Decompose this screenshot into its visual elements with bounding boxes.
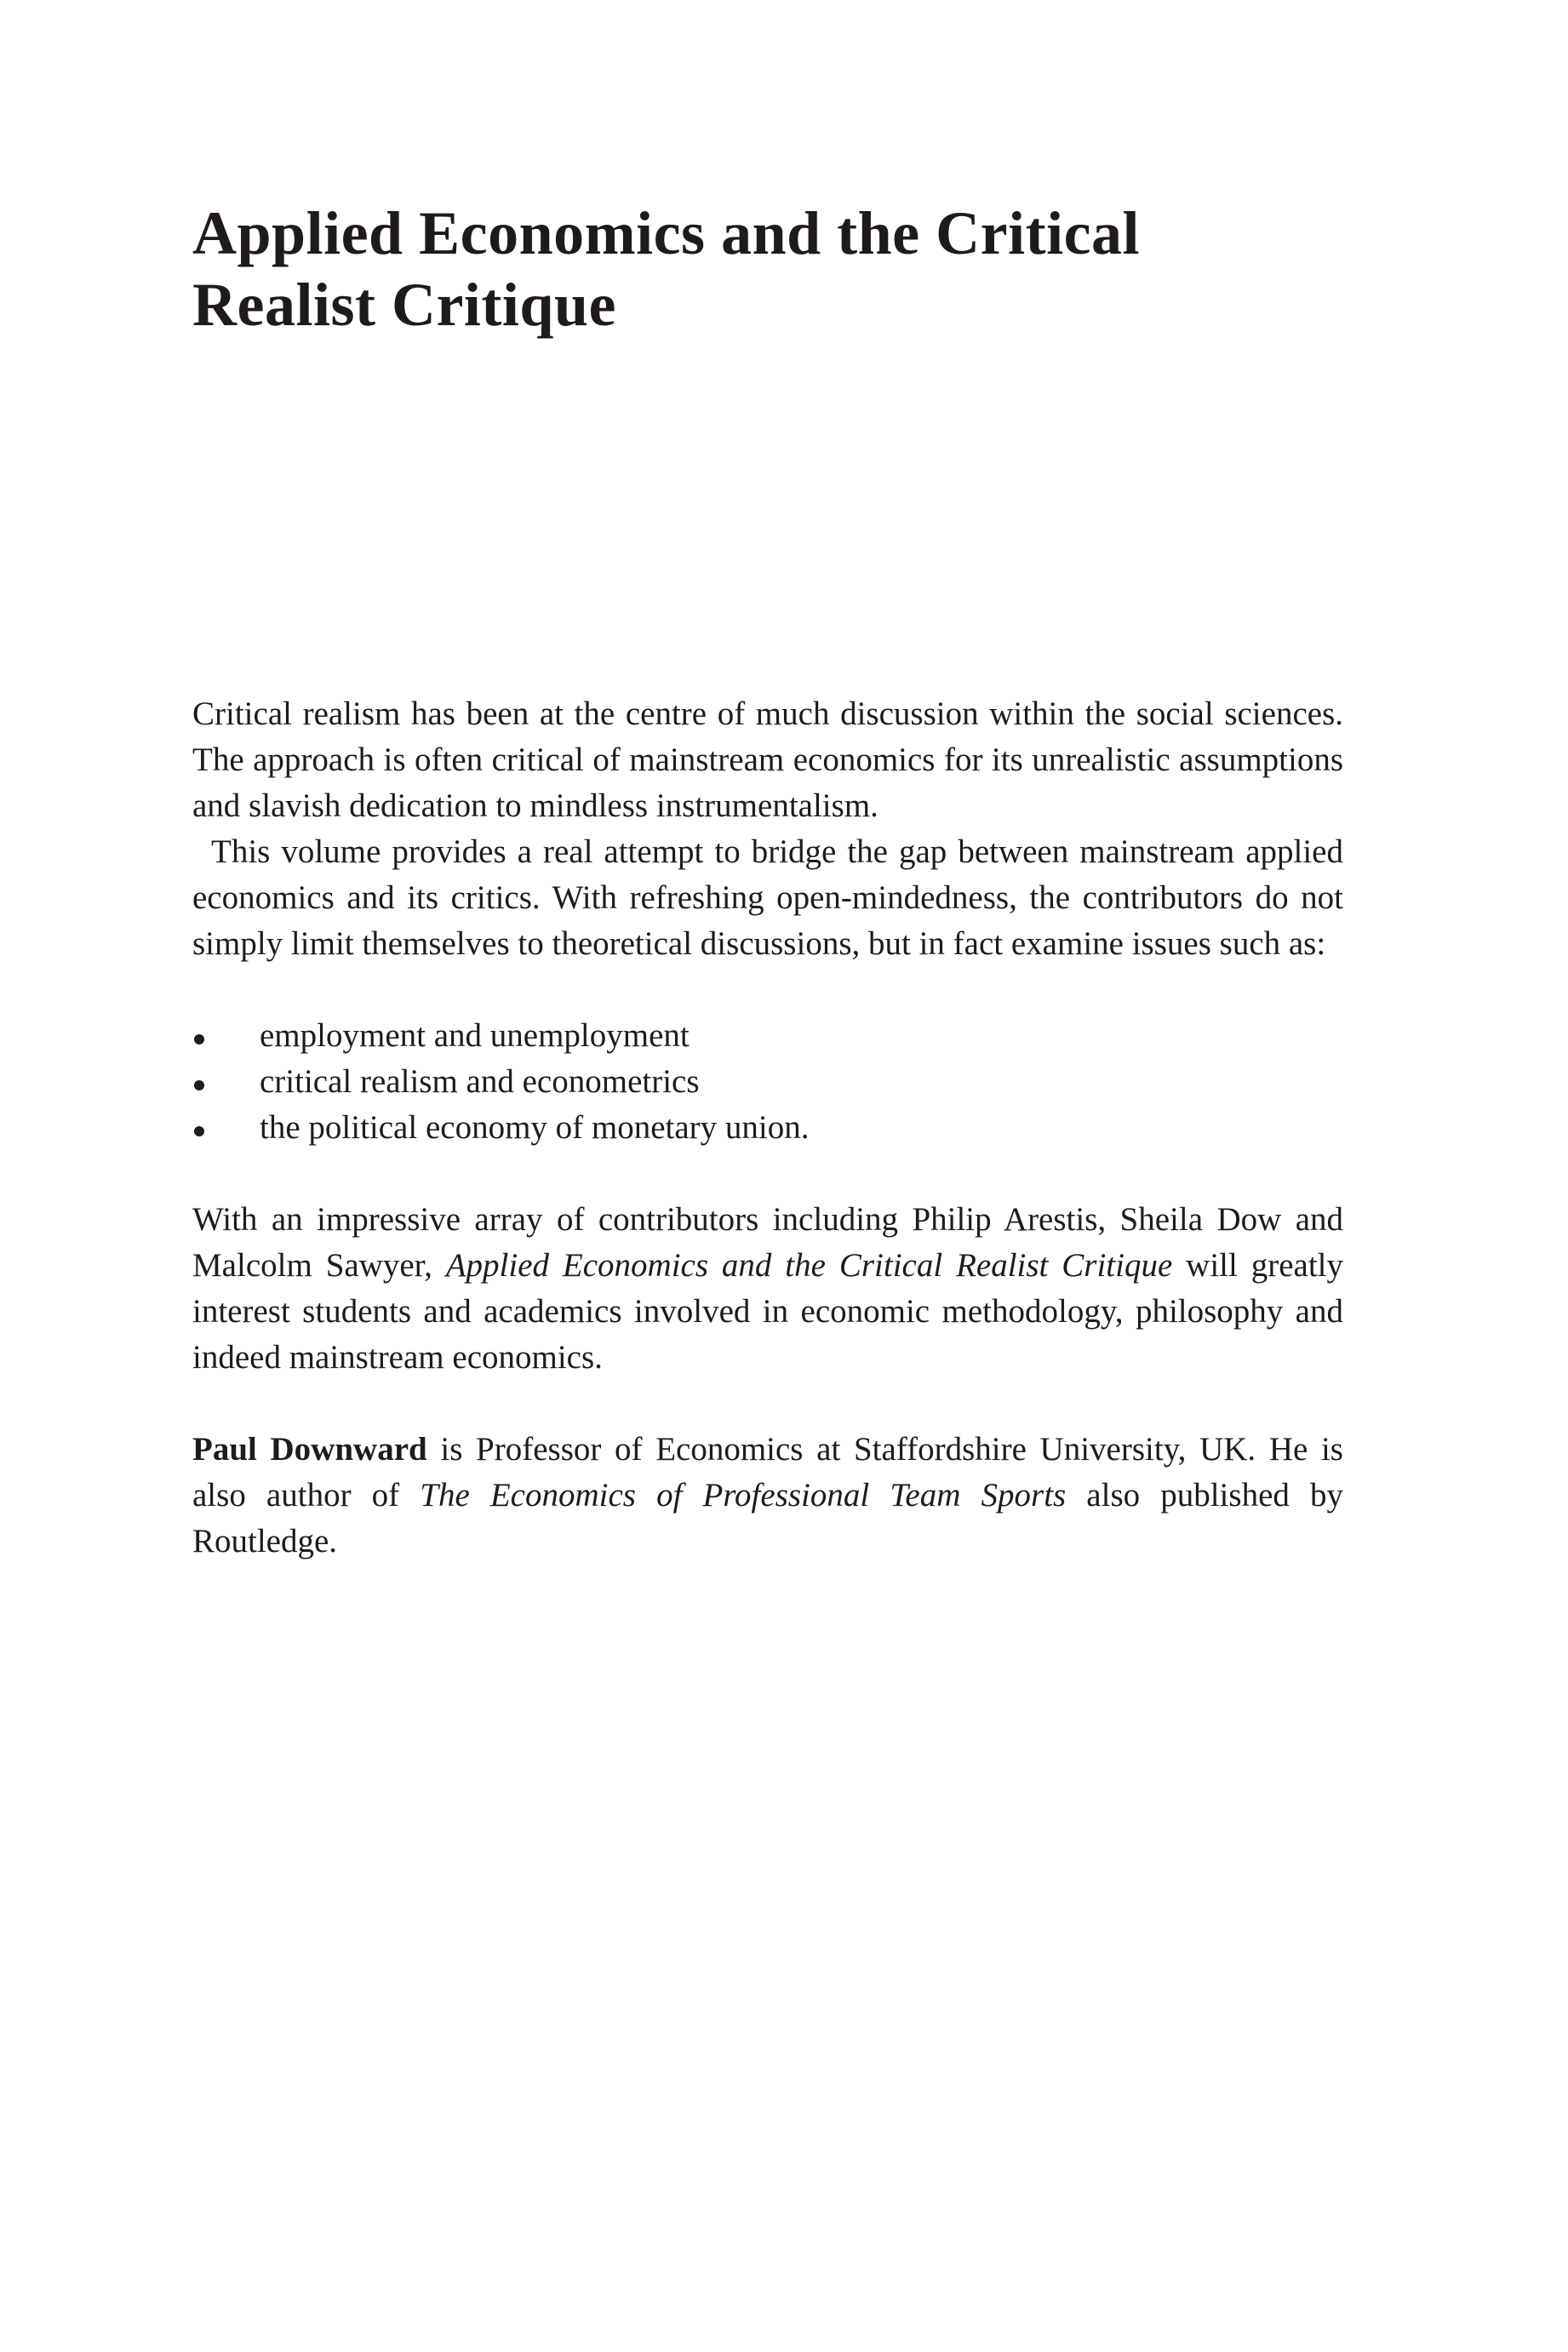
paragraph-intro: Critical realism has been at the centre of much discussion within the social sciences. The approach is often critical of mainstream economics for its unrealistic assumptions and slavish dedication to mindless instrumentalism.: [192, 695, 1343, 824]
contributors-text-2: will greatly interest students and academics involved in economic methodology, philosophy and indeed mainstream economics.: [192, 1247, 1343, 1376]
list-item: [192, 1105, 1343, 1151]
list-item-text: the political economy of monetary union.: [260, 1109, 810, 1146]
author-name-bold: Paul Downward: [192, 1431, 427, 1468]
bullet-icon: [194, 1080, 204, 1090]
paragraph-volume: This volume provides a real attempt to bridge the gap between mainstream applied economics and its critics. With refreshing open-mindedness, the contributors do not simply limit themselves to theoretical discussions, but in fact examine issues such as:: [192, 833, 1343, 962]
list-item: [192, 1013, 1343, 1059]
title-line-2: Realist Critique: [192, 271, 616, 339]
topic-list: [192, 1013, 1343, 1151]
title-line-1: Applied Economics and the Critical: [192, 199, 1141, 267]
page-title: [192, 197, 1343, 340]
book-title-italic: Applied Economics and the Critical Realist Critique: [445, 1247, 1173, 1284]
author-text-2: also published by Routledge.: [192, 1477, 1343, 1559]
author-text-1: is Professor of Economics at Staffordshire University, UK. He is also author of: [192, 1431, 1343, 1514]
contributors-text-1: With an impressive array of contributors including Philip Arestis, Sheila Dow and Malcolm Sawyer,: [192, 1201, 1343, 1284]
list-item-text: critical realism and econometrics: [260, 1063, 700, 1100]
list-item: [192, 1059, 1343, 1105]
bullet-icon: [194, 1034, 204, 1044]
body-copy: [192, 691, 1343, 1565]
book-title-2-italic: The Economics of Professional Team Sports: [420, 1477, 1067, 1514]
bullet-icon: [194, 1126, 204, 1136]
paragraph-author: [192, 1427, 1343, 1565]
list-item-text: employment and unemployment: [260, 1017, 690, 1054]
paragraph-contributors: [192, 1197, 1343, 1381]
